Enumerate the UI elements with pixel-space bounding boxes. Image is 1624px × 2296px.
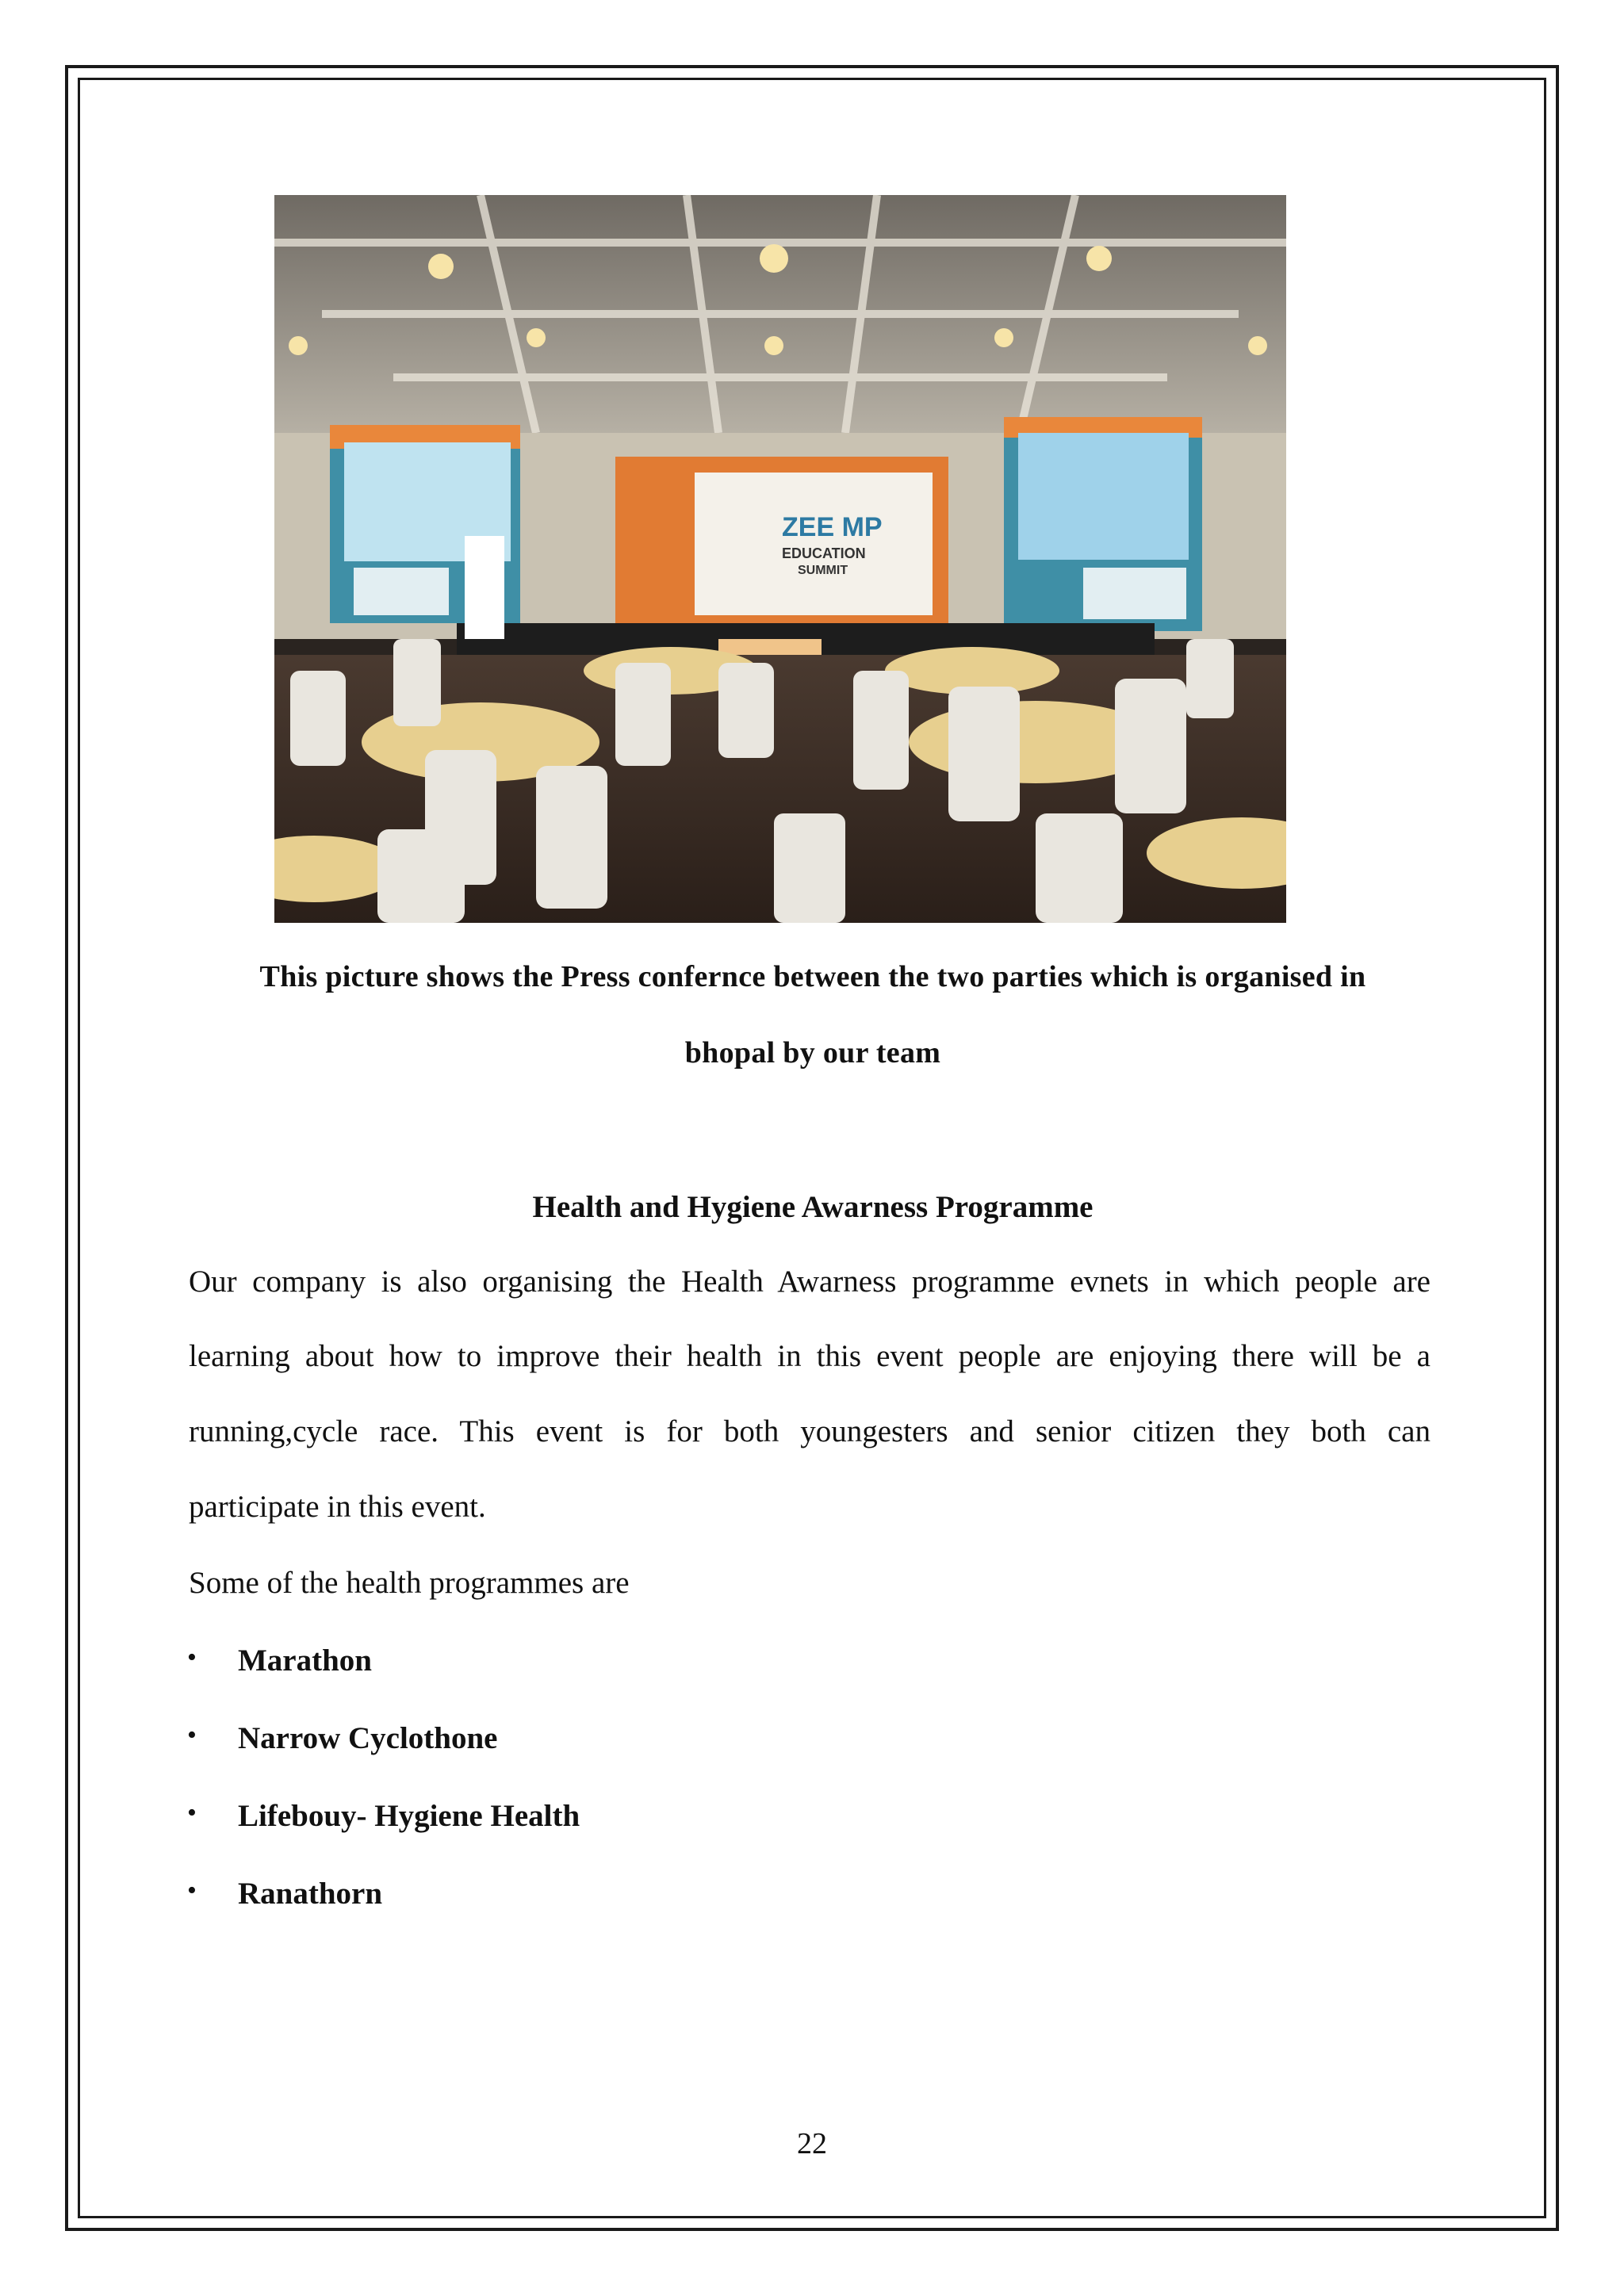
list-item — [187, 1876, 580, 1954]
bullet-icon: • — [187, 1876, 197, 1905]
list-item — [187, 1643, 580, 1720]
programme-name: Narrow Cyclothone — [238, 1721, 498, 1755]
programme-name: Marathon — [238, 1644, 372, 1678]
bullet-icon: • — [187, 1720, 197, 1750]
stage-backdrop-text-3: SUMMIT — [798, 564, 848, 577]
paragraph-line-3: running,cycle race. This event is for both youngesters and senior citizen they both can — [189, 1414, 1431, 1448]
bullet-icon: • — [187, 1798, 197, 1827]
stage-backdrop-text-2: EDUCATION — [782, 545, 866, 561]
list-item — [187, 1720, 580, 1798]
paragraph-line-4: participate in this event. — [189, 1490, 486, 1524]
list-intro: Some of the health programmes are — [189, 1566, 630, 1600]
section-heading: Health and Hygiene Awarness Programme — [532, 1190, 1094, 1224]
stage-backdrop-text-1: ZEE MP — [782, 512, 883, 542]
list-item — [187, 1798, 580, 1876]
event-hall-illustration — [274, 195, 1286, 923]
programme-list — [187, 1643, 580, 1954]
photo-caption-line-2: bhopal by our team — [684, 1036, 941, 1070]
paragraph-line-2: learning about how to improve their health in this event people are enjoying there will be a — [189, 1339, 1431, 1373]
paragraph-line-1: Our company is also organising the Health Awarness programme evnets in which people are — [189, 1265, 1431, 1299]
photo-caption-line-1: This picture shows the Press confernce between the two parties which is organised in — [259, 960, 1366, 993]
event-hall-photo — [274, 195, 1286, 923]
page-number: 22 — [797, 2127, 827, 2160]
bullet-icon: • — [187, 1643, 197, 1672]
programme-name: Lifebouy- Hygiene Health — [238, 1799, 580, 1833]
programme-name: Ranathorn — [238, 1877, 383, 1911]
